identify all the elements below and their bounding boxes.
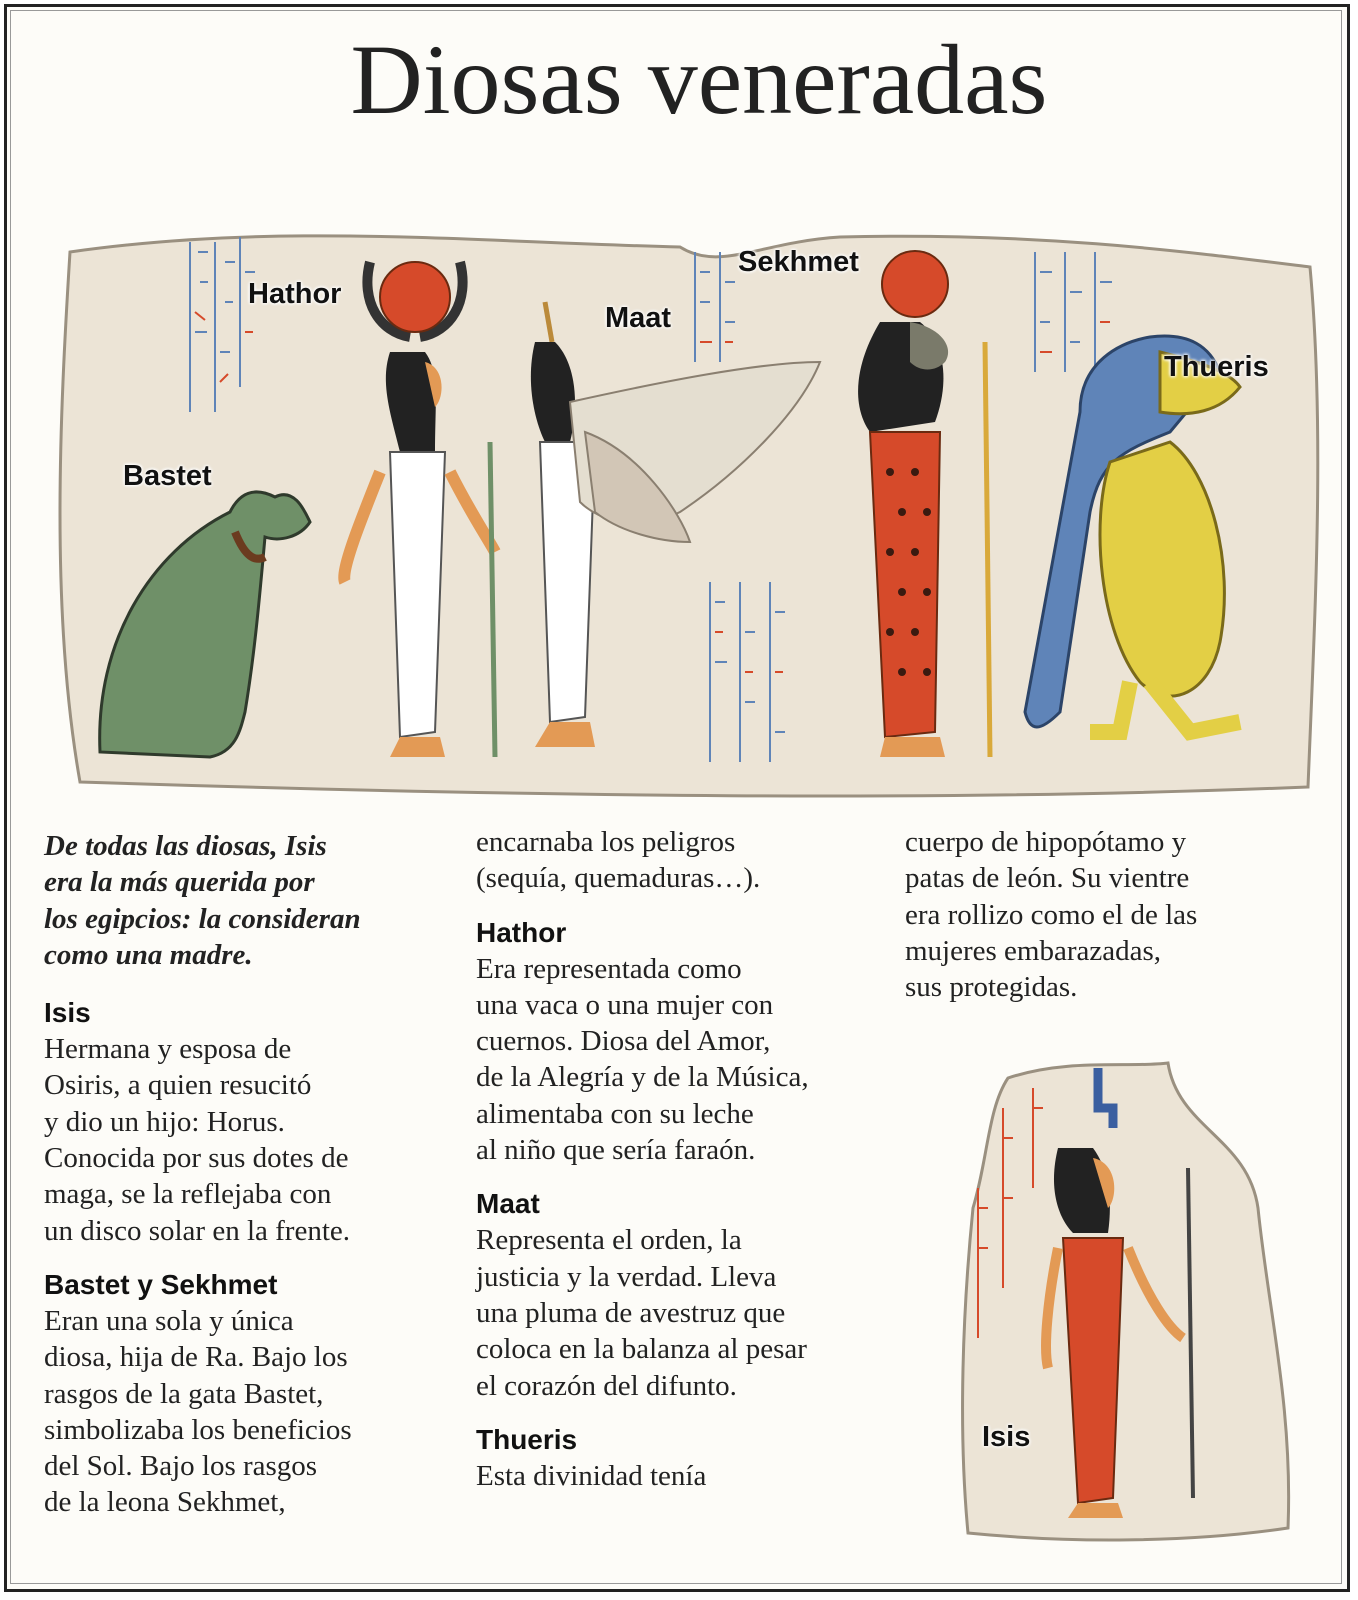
text-bastet-sekhmet: Eran una sola y única diosa, hija de Ra. Bajo los rasgos de la gata Bastet, simbolizaba los beneficios del Sol. Bajo los rasgos de la leona Sekhmet,: [44, 1304, 352, 1519]
page-title: Diosas veneradas: [350, 24, 1048, 135]
text-hathor: Era representada como una vaca o una mujer con cuernos. Diosa del Amor, de la Alegría y de la Música, alimentaba con su leche al niño que sería faraón.: [476, 952, 809, 1167]
label-maat: Maat: [605, 302, 672, 334]
text-thueris-continuation: cuerpo de hipopótamo y patas de león. Su vientre era rollizo como el de las mujeres embarazadas, sus protegidas.: [905, 826, 1198, 1004]
lede-text: De todas las diosas, Isis era la más querida por los egipcios: la consideran como una madre.: [44, 830, 361, 971]
heading-isis: Isis: [44, 997, 91, 1029]
stone-slab-small: [963, 1063, 1289, 1540]
heading-maat: Maat: [476, 1188, 540, 1220]
goddesses-painting: [40, 212, 1330, 812]
label-sekhmet: Sekhmet: [738, 246, 859, 278]
label-isis: Isis: [982, 1421, 1031, 1453]
goddesses-illustration: [40, 212, 1330, 812]
text-thueris: Esta divinidad tenía: [476, 1459, 707, 1492]
label-hathor: Hathor: [248, 278, 342, 310]
text-sekhmet-continuation: encarnaba los peligros (sequía, quemaduras…).: [476, 826, 761, 895]
text-maat: Representa el orden, la justicia y la verdad. Lleva una pluma de avestruz que coloca en la balanza al pesar el corazón del difunto.: [476, 1224, 807, 1402]
heading-bastet-sekhmet: Bastet y Sekhmet: [44, 1268, 278, 1300]
isis-painting: [948, 1048, 1308, 1553]
label-bastet: Bastet: [123, 460, 212, 492]
heading-hathor: Hathor: [476, 916, 567, 948]
column-left: [44, 828, 444, 1521]
heading-thueris: Thueris: [476, 1423, 578, 1455]
isis-illustration: [948, 1048, 1308, 1553]
label-thueris: Thueris: [1164, 351, 1269, 383]
column-right: [905, 824, 1325, 1005]
text-isis: Hermana y esposa de Osiris, a quien resucitó y dio un hijo: Horus. Conocida por sus dotes de maga, se la reflejaba con un disco solar en la frente.: [44, 1033, 351, 1247]
column-middle: [476, 824, 896, 1494]
